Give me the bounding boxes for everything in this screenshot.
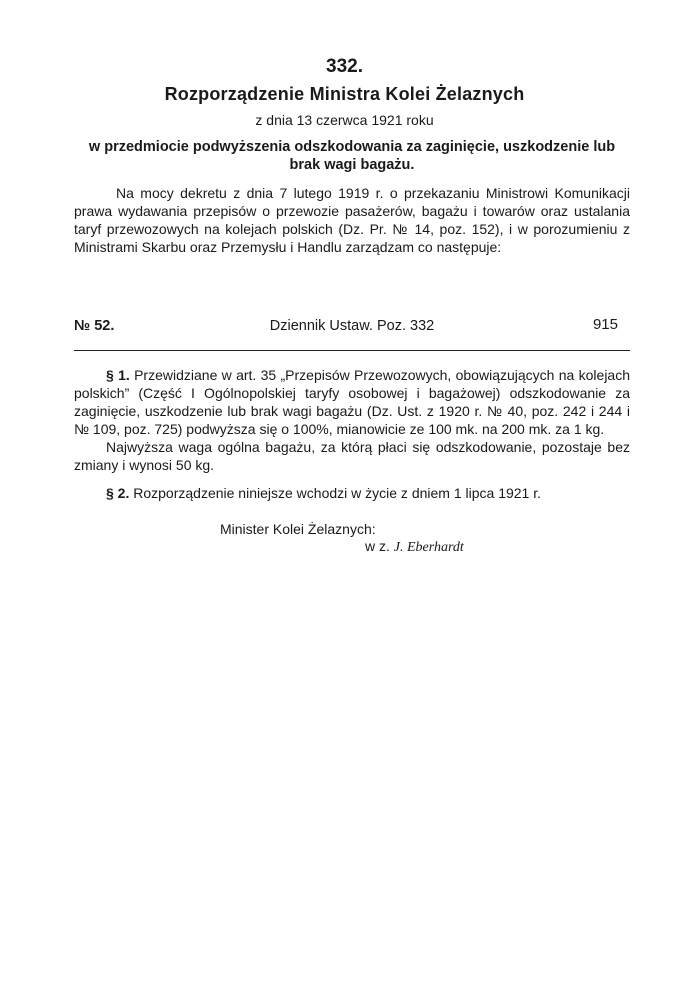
page-header	[74, 318, 630, 340]
signatory-name: J. Eberhardt	[393, 540, 464, 555]
section-1-text: Przewidziane w art. 35 „Przepisów Przewozowych, obowiązujących na kolejach polskich” (Część I Ogólnopolskiej taryfy osobowej i bagażowej) odszkodowanie za zaginięcie, uszkodzenie lub brak wagi bagażu (Dz. Ust. z 1920 r. № 40, poz. 242 i 244 i № 109, poz. 725) podwyższa się o 100%, mianowicie ze 100 mk. na 200 mk. za 1 kg.	[74, 367, 631, 437]
act-title: Rozporządzenie Ministra Kolei Żelaznych	[164, 84, 525, 104]
act-subject: w przedmiocie podwyższenia odszkodowania za zaginięcie, uszkodzenie lub brak wagi bagażu.	[88, 139, 616, 173]
header-rule	[74, 350, 630, 351]
signature-prefix: w z.	[365, 538, 390, 554]
section-1-label: § 1.	[106, 367, 130, 383]
signatory-office: Minister Kolei Żelaznych:	[220, 521, 376, 537]
signature-line	[365, 538, 464, 556]
section-2-label: § 2.	[106, 485, 130, 501]
page-number: 915	[592, 316, 618, 333]
issue-number: № 52.	[74, 318, 115, 334]
section-2-text: Rozporządzenie niniejsze wchodzi w życie z dniem 1 lipca 1921 r.	[133, 485, 542, 501]
section-1-paragraph	[74, 366, 630, 438]
act-date: z dnia 13 czerwca 1921 roku	[255, 112, 434, 128]
section-1-extra-paragraph: Najwyższa waga ogólna bagażu, za którą płaci się odszkodowanie, pozostaje bez zmiany i wynosi 50 kg.	[74, 439, 630, 473]
preamble-paragraph: Na mocy dekretu z dnia 7 lutego 1919 r. o przekazaniu Ministrowi Komunikacji prawa wydawania przepisów o przewozie pasażerów, bagażu i towarów oraz ustalania taryf przewozowych na kolejach polskich (Dz. Pr. № 14, poz. 152), i w porozumieniu z Ministrami Skarbu oraz Przemysłu i Handlu zarządzam co następuje:	[74, 185, 630, 255]
journal-title: Dziennik Ustaw. Poz. 332	[269, 318, 435, 334]
section-2-paragraph	[74, 484, 630, 502]
act-number: 332.	[326, 56, 363, 77]
